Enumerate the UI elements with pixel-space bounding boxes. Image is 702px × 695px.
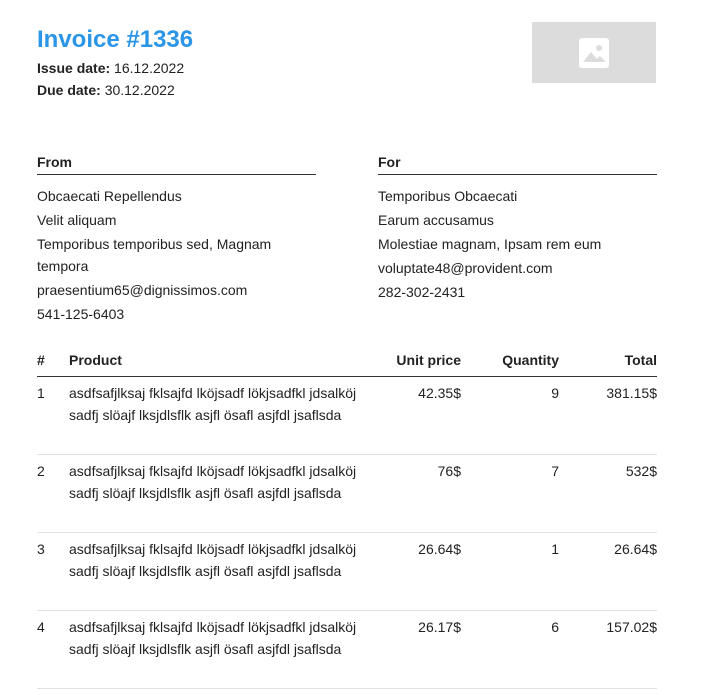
row-quantity: 7 [551, 463, 559, 479]
header-unit-price: Unit price [396, 352, 461, 368]
table-row [37, 611, 657, 689]
row-total: 381.15$ [606, 385, 657, 401]
from-phone: 541-125-6403 [37, 306, 125, 322]
due-date-line [37, 79, 175, 101]
row-number: 3 [37, 541, 45, 557]
header-total: Total [624, 352, 657, 368]
table-row [37, 533, 657, 611]
for-section [378, 152, 657, 305]
row-product: asdfsafjlksaj fklsajfd lköjsadf lökjsadfkl jdsalköj sadfj slöajf lksjdlsflk asjfl ösafl asjfdl jsaflsda [69, 619, 357, 657]
line-items-table [37, 348, 657, 689]
for-address: Molestiae magnam, Ipsam rem eum [378, 236, 602, 252]
issue-date-label: Issue date: [37, 60, 111, 76]
row-number: 2 [37, 463, 45, 479]
due-date-value: 30.12.2022 [104, 82, 175, 98]
from-email: praesentium65@dignissimos.com [37, 282, 248, 298]
from-company: Velit aliquam [37, 212, 117, 228]
due-date-label: Due date: [37, 82, 101, 98]
for-email: voluptate48@provident.com [378, 260, 553, 276]
header-number: # [37, 352, 45, 368]
from-name: Obcaecati Repellendus [37, 188, 182, 204]
row-product: asdfsafjlksaj fklsajfd lköjsadf lökjsadfkl jdsalköj sadfj slöajf lksjdlsflk asjfl ösafl asjfdl jsaflsda [69, 541, 357, 579]
for-name: Temporibus Obcaecati [378, 188, 518, 204]
row-unit-price: 26.17$ [418, 619, 461, 635]
row-unit-price: 42.35$ [418, 385, 461, 401]
row-total: 532$ [625, 463, 657, 479]
row-product: asdfsafjlksaj fklsajfd lköjsadf lökjsadfkl jdsalköj sadfj slöajf lksjdlsflk asjfl ösafl asjfdl jsaflsda [69, 463, 357, 501]
for-company: Earum accusamus [378, 212, 494, 228]
row-unit-price: 26.64$ [418, 541, 461, 557]
table-row [37, 377, 657, 455]
row-total: 26.64$ [614, 541, 657, 557]
for-phone: 282-302-2431 [378, 284, 466, 300]
issue-date-line [37, 57, 184, 79]
row-quantity: 6 [551, 619, 559, 635]
table-row [37, 455, 657, 533]
header-product: Product [69, 352, 122, 368]
image-placeholder-icon [579, 38, 609, 68]
invoice-title: Invoice #1336 [37, 26, 194, 53]
invoice-header [37, 0, 657, 112]
row-quantity: 1 [551, 541, 559, 557]
from-heading: From [37, 152, 316, 175]
row-total: 157.02$ [606, 619, 657, 635]
row-number: 1 [37, 385, 45, 401]
table-header-row [37, 348, 657, 377]
for-heading: For [378, 152, 657, 175]
from-section [37, 152, 316, 327]
company-logo-placeholder [532, 22, 656, 83]
invoice-page [37, 0, 657, 657]
header-quantity: Quantity [502, 352, 559, 368]
from-address: Temporibus temporibus sed, Magnam tempora [37, 236, 272, 274]
row-number: 4 [37, 619, 45, 635]
row-product: asdfsafjlksaj fklsajfd lköjsadf lökjsadfkl jdsalköj sadfj slöajf lksjdlsflk asjfl ösafl asjfdl jsaflsda [69, 385, 357, 423]
row-unit-price: 76$ [437, 463, 461, 479]
row-quantity: 9 [551, 385, 559, 401]
issue-date-value: 16.12.2022 [114, 60, 185, 76]
